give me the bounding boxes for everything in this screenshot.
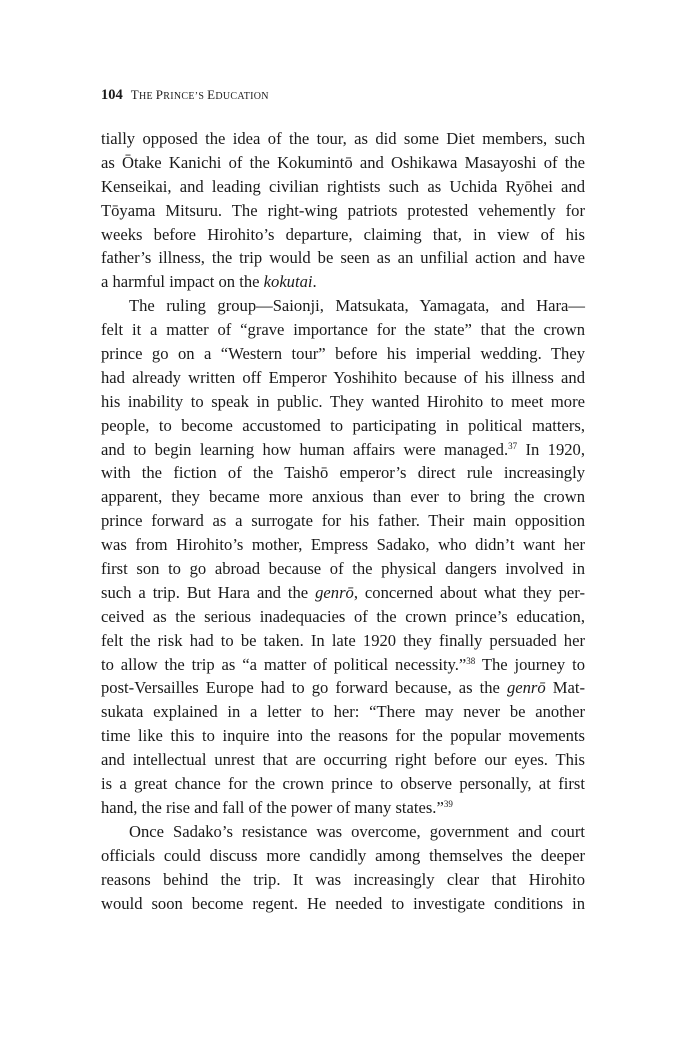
- footnote-ref: 37: [508, 440, 518, 451]
- text-line: reasons behind the trip. It was increasingly clear that Hirohito: [101, 869, 585, 889]
- text-line: prince go on a “Western tour” before his imperial wedding. They: [101, 344, 585, 364]
- text-line: and to begin learning how human affairs were managed.$^{37}$ In 1920,: [101, 439, 585, 459]
- text-line: and intellectual unrest that are occurring right before our eyes. This: [101, 750, 585, 770]
- italic-term: genrō: [506, 678, 546, 698]
- text-line: The ruling group—Saionji, Matsukata, Yamagata, and Hara—: [129, 296, 585, 316]
- text-line: prince forward as a surrogate for his father. Their main opposition: [101, 511, 585, 531]
- text-line: would soon become regent. He needed to investigate conditions in: [101, 893, 585, 913]
- text-line: ceived as the serious inadequacies of the crown prince’s education,: [101, 606, 585, 626]
- footnote-ref: 38: [466, 655, 476, 666]
- running-head: [101, 85, 269, 107]
- text-line: father’s illness, the trip would be seen as an unfilial action and have: [101, 248, 585, 268]
- page-number: 104: [101, 87, 123, 103]
- text-line: such a trip. But Hara and the genrō, concerned about what they per-: [101, 582, 585, 602]
- italic-term: kokutai: [263, 272, 313, 292]
- text-line: as Ōtake Kanichi of the Kokumintō and Oshikawa Masayoshi of the: [101, 152, 585, 172]
- italic-term: genrō: [315, 582, 354, 602]
- text-line: felt the risk had to be taken. In late 1920 they finally persuaded her: [101, 630, 585, 650]
- running-title: [131, 87, 269, 102]
- paragraph: [101, 294, 585, 820]
- text-line: a harmful impact on the kokutai.: [101, 272, 317, 292]
- text-line: people, to become accustomed to participating in political matters,: [101, 415, 585, 435]
- text-line: was from Hirohito’s mother, Empress Sadako, who didn’t want her: [101, 535, 585, 555]
- text-line: time like this to inquire into the reasons for the popular movements: [101, 726, 585, 746]
- text-line: first son to go abroad because of the physical dangers involved in: [101, 559, 585, 579]
- body-text: [101, 127, 585, 915]
- text-line: with the fiction of the Taishō emperor’s direct rule increasingly: [101, 463, 585, 483]
- text-line: hand, the rise and fall of the power of many states.”$^{39}$: [101, 797, 453, 817]
- text-line: to allow the trip as “a matter of political necessity.”$^{38}$ The journey to: [101, 654, 585, 674]
- running-title-part: PRINCE’S: [155, 87, 208, 102]
- running-title-part: THE: [130, 87, 156, 102]
- paragraph: [101, 820, 585, 916]
- text-line: apparent, they became more anxious than ever to bring the crown: [101, 487, 585, 507]
- text-line: officials could discuss more candidly among themselves the deeper: [101, 845, 585, 865]
- text-line: felt it a matter of “grave importance for the state” that the crown: [101, 320, 585, 340]
- text-line: had already written off Emperor Yoshihito because of his illness and: [101, 367, 585, 387]
- text-line: sukata explained in a letter to her: “There may never be another: [101, 702, 585, 722]
- text-line: Once Sadako’s resistance was overcome, government and court: [129, 821, 585, 841]
- paragraph: [101, 127, 585, 294]
- text-line: is a great chance for the crown prince to observe personally, at first: [101, 774, 585, 794]
- text-line: tially opposed the idea of the tour, as did some Diet members, such: [101, 129, 585, 148]
- running-title-part: EDUCATION: [207, 87, 269, 102]
- text-line: weeks before Hirohito’s departure, claiming that, in view of his: [101, 224, 585, 244]
- text-line: Tōyama Mitsuru. The right-wing patriots protested vehemently for: [101, 200, 585, 220]
- text-line: Kenseikai, and leading civilian rightists such as Uchida Ryōhei and: [101, 176, 585, 196]
- text-line: post-Versailles Europe had to go forward because, as the genrō Mat-: [101, 678, 586, 698]
- footnote-ref: 39: [443, 798, 453, 809]
- text-line: his inability to speak in public. They wanted Hirohito to meet more: [101, 391, 585, 411]
